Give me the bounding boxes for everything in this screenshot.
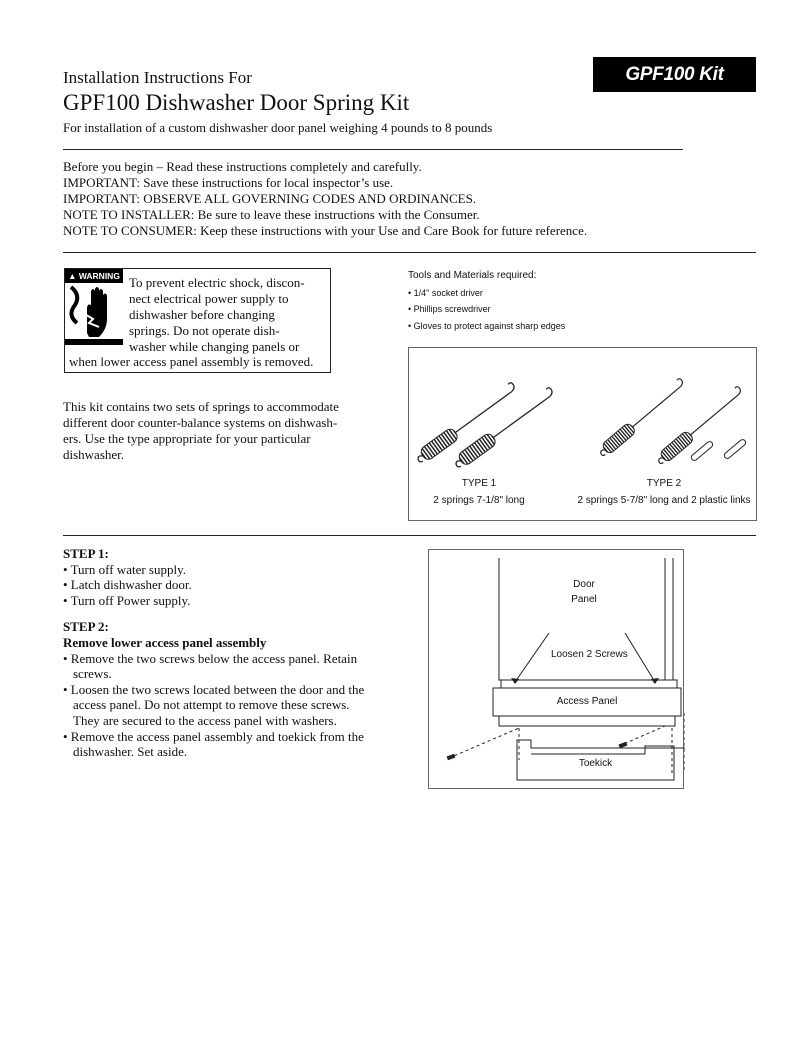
notice: IMPORTANT: Save these instructions for local inspector’s use. xyxy=(63,175,394,190)
notice: NOTE TO INSTALLER: Be sure to leave these instructions with the Consumer. xyxy=(63,207,480,222)
notice: Before you begin – Read these instructions completely and carefully. xyxy=(63,159,422,174)
step1-title: STEP 1: xyxy=(63,546,109,561)
page-title: GPF100 Dishwasher Door Spring Kit xyxy=(63,90,410,115)
step2-item: • Remove the access panel assembly and toekick from the dishwasher. Set aside. xyxy=(63,728,364,760)
notice: NOTE TO CONSUMER: Keep these instructions with your Use and Care Book for future reference. xyxy=(63,223,588,238)
warning-label: ▲ WARNING xyxy=(65,269,123,283)
steps xyxy=(63,546,378,760)
type1-desc: 2 springs 7-1/8" long xyxy=(433,495,525,506)
tools-list xyxy=(408,268,565,334)
toekick-label: Toekick xyxy=(578,758,613,769)
pretitle: Installation Instructions For xyxy=(63,68,252,87)
divider xyxy=(63,149,683,150)
access-panel-diagram xyxy=(428,549,684,789)
step2-title: STEP 2: xyxy=(63,619,109,635)
type2-label: TYPE 2 xyxy=(646,478,682,489)
springs-figure xyxy=(408,347,757,521)
warning-label-text: WARNING xyxy=(78,271,120,281)
notice: IMPORTANT: OBSERVE ALL GOVERNING CODES AND ORDINANCES. xyxy=(63,191,477,206)
step1-item: • Latch dishwasher door. xyxy=(63,577,192,593)
door-label: Door xyxy=(573,579,595,590)
step1-item: • Turn off water supply. xyxy=(63,561,186,577)
divider xyxy=(63,252,756,253)
step2-subtitle: Remove lower access panel assembly xyxy=(63,634,267,650)
step2-item: • Remove the two screws below the access panel. Retain screws. xyxy=(63,650,358,682)
kit-line: This kit contains two sets of springs to accommodate xyxy=(63,399,339,414)
warning-line: springs. Do not operate dish- xyxy=(129,323,280,338)
divider xyxy=(63,535,756,536)
springs-illustration xyxy=(409,348,758,473)
kit-line: different door counter-balance systems on dishwash- xyxy=(63,415,338,430)
notices xyxy=(63,159,587,239)
type1-label: TYPE 1 xyxy=(461,478,497,489)
warning-line: To prevent electric shock, discon- xyxy=(129,275,305,290)
kit-description xyxy=(63,399,339,463)
warning-line: when lower access panel assembly is removed. xyxy=(69,354,314,369)
type2-desc: 2 springs 5-7/8" long and 2 plastic links xyxy=(577,495,751,506)
kit-badge: GPF100 Kit xyxy=(593,57,756,92)
warning-line: dishwasher before changing xyxy=(129,307,275,322)
tool-item: • Gloves to protect against sharp edges xyxy=(408,320,566,331)
tools-title: Tools and Materials required: xyxy=(408,270,537,281)
step1-item: • Turn off Power supply. xyxy=(63,592,191,608)
loosen-screws-label: Loosen 2 Screws xyxy=(551,649,628,660)
panel-label: Panel xyxy=(571,594,597,605)
step2-item: • Loosen the two screws located between the door and the access panel. Do not attempt to remove these screws. They are secured to the access panel with washers. xyxy=(63,681,365,728)
kit-line: ers. Use the type appropriate for your particular xyxy=(63,431,311,446)
subtitle: For installation of a custom dishwasher door panel weighing 4 pounds to 8 pounds xyxy=(63,120,493,135)
access-panel-label: Access Panel xyxy=(556,696,618,707)
tool-item: • 1/4" socket driver xyxy=(408,287,483,298)
warning-box xyxy=(64,268,331,373)
electric-shock-hand-icon xyxy=(65,283,123,345)
tool-item: • Phillips screwdriver xyxy=(408,304,491,314)
warning-line: washer while changing panels or xyxy=(129,339,300,354)
warning-line: nect electrical power supply to xyxy=(129,291,289,306)
kit-line: dishwasher. xyxy=(63,447,125,462)
